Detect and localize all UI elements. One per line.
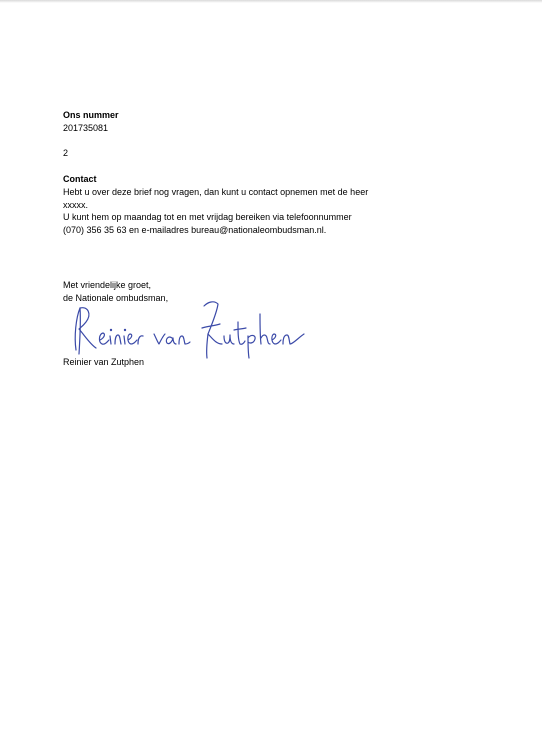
- page-number: 2: [63, 148, 69, 158]
- contact-heading: Contact: [63, 174, 97, 184]
- contact-line-4: (070) 356 35 63 en e-mailadres bureau@nationaleombudsman.nl.: [63, 225, 327, 235]
- signer-name: Reinier van Zutphen: [63, 357, 145, 367]
- contact-line-3: U kunt hem op maandag tot en met vrijdag bereiken via telefoonnummer: [63, 212, 352, 222]
- reference-number: 201735081: [63, 123, 109, 133]
- contact-line-1: Hebt u over deze brief nog vragen, dan kunt u contact opnemen met de heer: [63, 187, 369, 197]
- contact-line-2: xxxxx.: [63, 200, 89, 210]
- reference-heading: Ons nummer: [63, 110, 119, 120]
- closing-greeting: Met vriendelijke groet,: [63, 280, 152, 290]
- closing-role: de Nationale ombudsman,: [63, 293, 169, 303]
